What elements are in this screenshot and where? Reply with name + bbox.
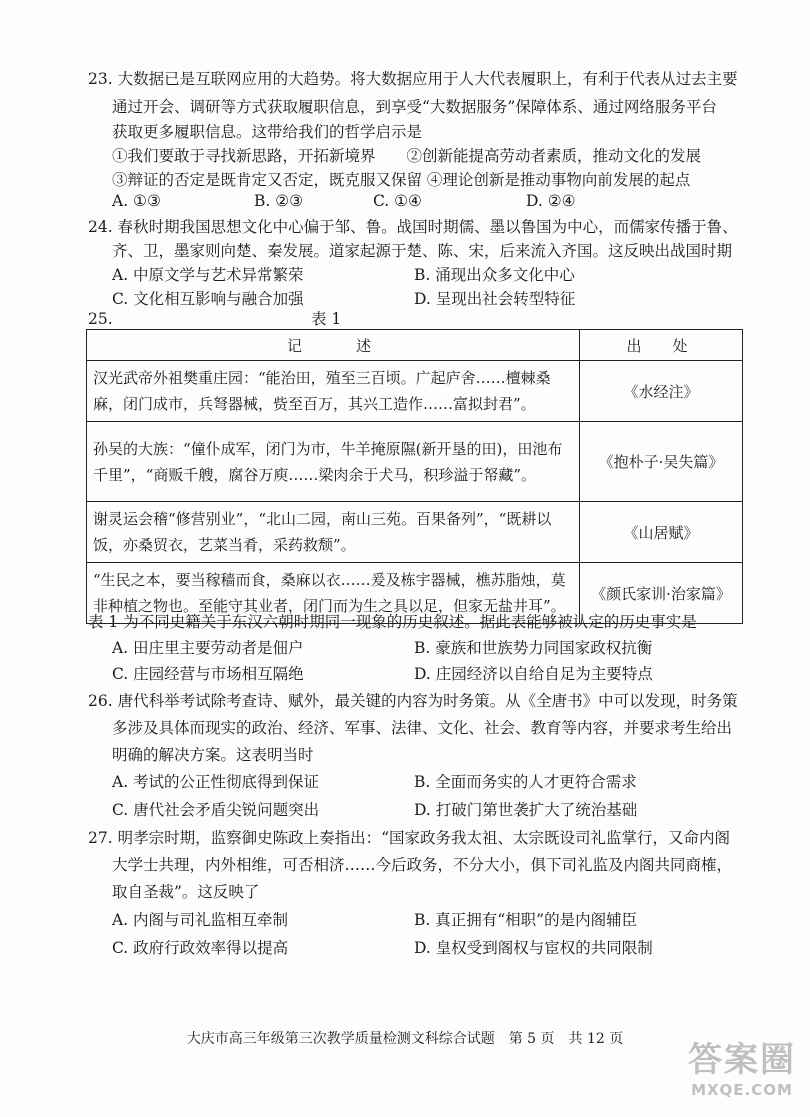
q25-option-a[interactable]: A. 田庄里主要劳动者是佃户 [112, 639, 304, 657]
q23-option-c[interactable]: C. ①④ [373, 192, 422, 210]
table-header-row [87, 330, 743, 361]
watermark-url: MXQE.COM [691, 1081, 793, 1099]
q27-option-d[interactable]: D. 皇权受到阁权与宦权的共同限制 [414, 939, 653, 957]
q27-stem-line-1: 27. 明孝宗时期，监察御史陈政上奏指出：“国家政务我太祖、太宗既设司礼监掌行，又命内阁 [88, 829, 731, 847]
table-row [87, 502, 743, 563]
table-header-record: 记 述 [87, 330, 580, 361]
q24-option-c[interactable]: C. 文化相互影响与融合加强 [112, 290, 304, 308]
q27-stem-line-2: 大学士共理，内外相维，可否相济……今后政务，不分大小，俱下司礼监及内阁共同商榷， [112, 856, 733, 874]
q24-stem-line-1: 24. 春秋时期我国思想文化中心偏于邹、鲁。战国时期儒、墨以鲁国为中心，而儒家传播于鲁、 [88, 218, 738, 236]
q23-stem-line-3: 获取更多履职信息。这带给我们的哲学启示是 [112, 123, 423, 141]
q25-number: 25. [88, 310, 113, 328]
q25-table-title: 表 1 [311, 310, 342, 328]
q25-stem: 表 1 为不同史籍关于东汉六朝时期同一现象的历史叙述。据此表能够被认定的历史事实是 [88, 613, 697, 631]
q26-option-c[interactable]: C. 唐代社会矛盾尖锐问题突出 [112, 801, 320, 819]
table-cell-source: 《水经注》 [580, 361, 743, 422]
q26-stem-line-3: 明确的解决方案。这表明当时 [112, 746, 314, 764]
q27-option-a[interactable]: A. 内阁与司礼监相互牵制 [112, 911, 289, 929]
q25-option-b[interactable]: B. 豪族和世族势力同国家政权抗衡 [414, 639, 653, 657]
q24-option-d[interactable]: D. 呈现出社会转型特征 [414, 290, 576, 308]
q27-option-b[interactable]: B. 真正拥有“相职”的是内阁辅臣 [414, 911, 638, 929]
q26-stem-line-1: 26. 唐代科举考试除考查诗、赋外，最关键的内容为时务策。从《全唐书》中可以发现，时务策 [88, 692, 738, 710]
q24-stem-line-2: 齐、卫，墨家则向楚、秦发展。道家起源于楚、陈、宋，后来流入齐国。这反映出战国时期 [112, 242, 733, 260]
q23-statement-line-1: ①我们要敢于寻找新思路，开拓新境界 ②创新能提高劳动者素质，推动文化的发展 [112, 147, 702, 165]
table-cell-record: 孙吴的大族：“僮仆成军，闭门为市，牛羊掩原隰(新开垦的田)，田池布千里”，“商贩千艘，腐谷万庾……梁肉余于犬马，积珍溢于帑藏”。 [87, 422, 580, 502]
q25-table [86, 329, 743, 624]
q26-option-d[interactable]: D. 打破门第世袭扩大了统治基础 [414, 801, 638, 819]
table-cell-record: “生民之本，要当稼穑而食，桑麻以衣……爰及栋宇器械，樵苏脂烛，莫非种植之物也。至能守其业者，闭门而为生之具以足，但家无盐井耳”。 [87, 563, 580, 624]
q26-stem-line-2: 多涉及具体而现实的政治、经济、军事、法律、文化、社会、教育等内容，并要求考生给出 [112, 719, 733, 737]
table-cell-source: 《颜氏家训·治家篇》 [580, 563, 743, 624]
q23-option-a[interactable]: A. ①③ [112, 192, 161, 210]
q26-option-b[interactable]: B. 全面而务实的人才更符合需求 [414, 773, 637, 791]
page-footer: 大庆市高三年级第三次教学质量检测文科综合试题 第 5 页 共 12 页 [186, 1031, 624, 1047]
q24-option-b[interactable]: B. 涌现出众多文化中心 [414, 266, 575, 284]
q23-statement-line-2: ③辩证的否定是既肯定又否定，既克服又保留 ④理论创新是推动事物向前发展的起点 [112, 171, 691, 189]
q23-option-d[interactable]: D. ②④ [526, 192, 576, 210]
q25-option-d[interactable]: D. 庄园经济以自给自足为主要特点 [414, 665, 653, 683]
table-row [87, 361, 743, 422]
table-row [87, 422, 743, 502]
table-cell-source: 《山居赋》 [580, 502, 743, 563]
q23-stem-line-2: 通过开会、调研等方式获取履职信息，到享受“大数据服务”保障体系、通过网络服务平台 [112, 98, 717, 116]
table-cell-record: 汉光武帝外祖樊重庄园：“能治田，殖至三百顷。广起庐舍……檀棘桑麻，闭门成市，兵弩器械，赀至百万，其兴工造作……富拟封君”。 [87, 361, 580, 422]
q24-option-a[interactable]: A. 中原文学与艺术异常繁荣 [112, 266, 304, 284]
q25-option-c[interactable]: C. 庄园经营与市场相互隔绝 [112, 665, 304, 683]
watermark-logo [688, 1032, 796, 1099]
table-cell-source: 《抱朴子·吴失篇》 [580, 422, 743, 502]
table-header-source: 出 处 [580, 330, 743, 361]
watermark-text: 答案圈 [688, 1040, 796, 1080]
q27-option-c[interactable]: C. 政府行政效率得以提高 [112, 939, 289, 957]
q23-stem-line-1: 23. 大数据已是互联网应用的大趋势。将大数据应用于人大代表履职上，有利于代表从过去主要 [88, 70, 738, 88]
q26-option-a[interactable]: A. 考试的公正性彻底得到保证 [112, 773, 320, 791]
q27-stem-line-3: 取自圣裁”。这反映了 [112, 883, 260, 901]
q23-option-b[interactable]: B. ②③ [254, 192, 304, 210]
table-cell-record: 谢灵运会稽“修营别业”，“北山二园，南山三苑。百果备列”，“既耕以饭，亦桑贸衣，艺菜当肴，采药救颓”。 [87, 502, 580, 563]
